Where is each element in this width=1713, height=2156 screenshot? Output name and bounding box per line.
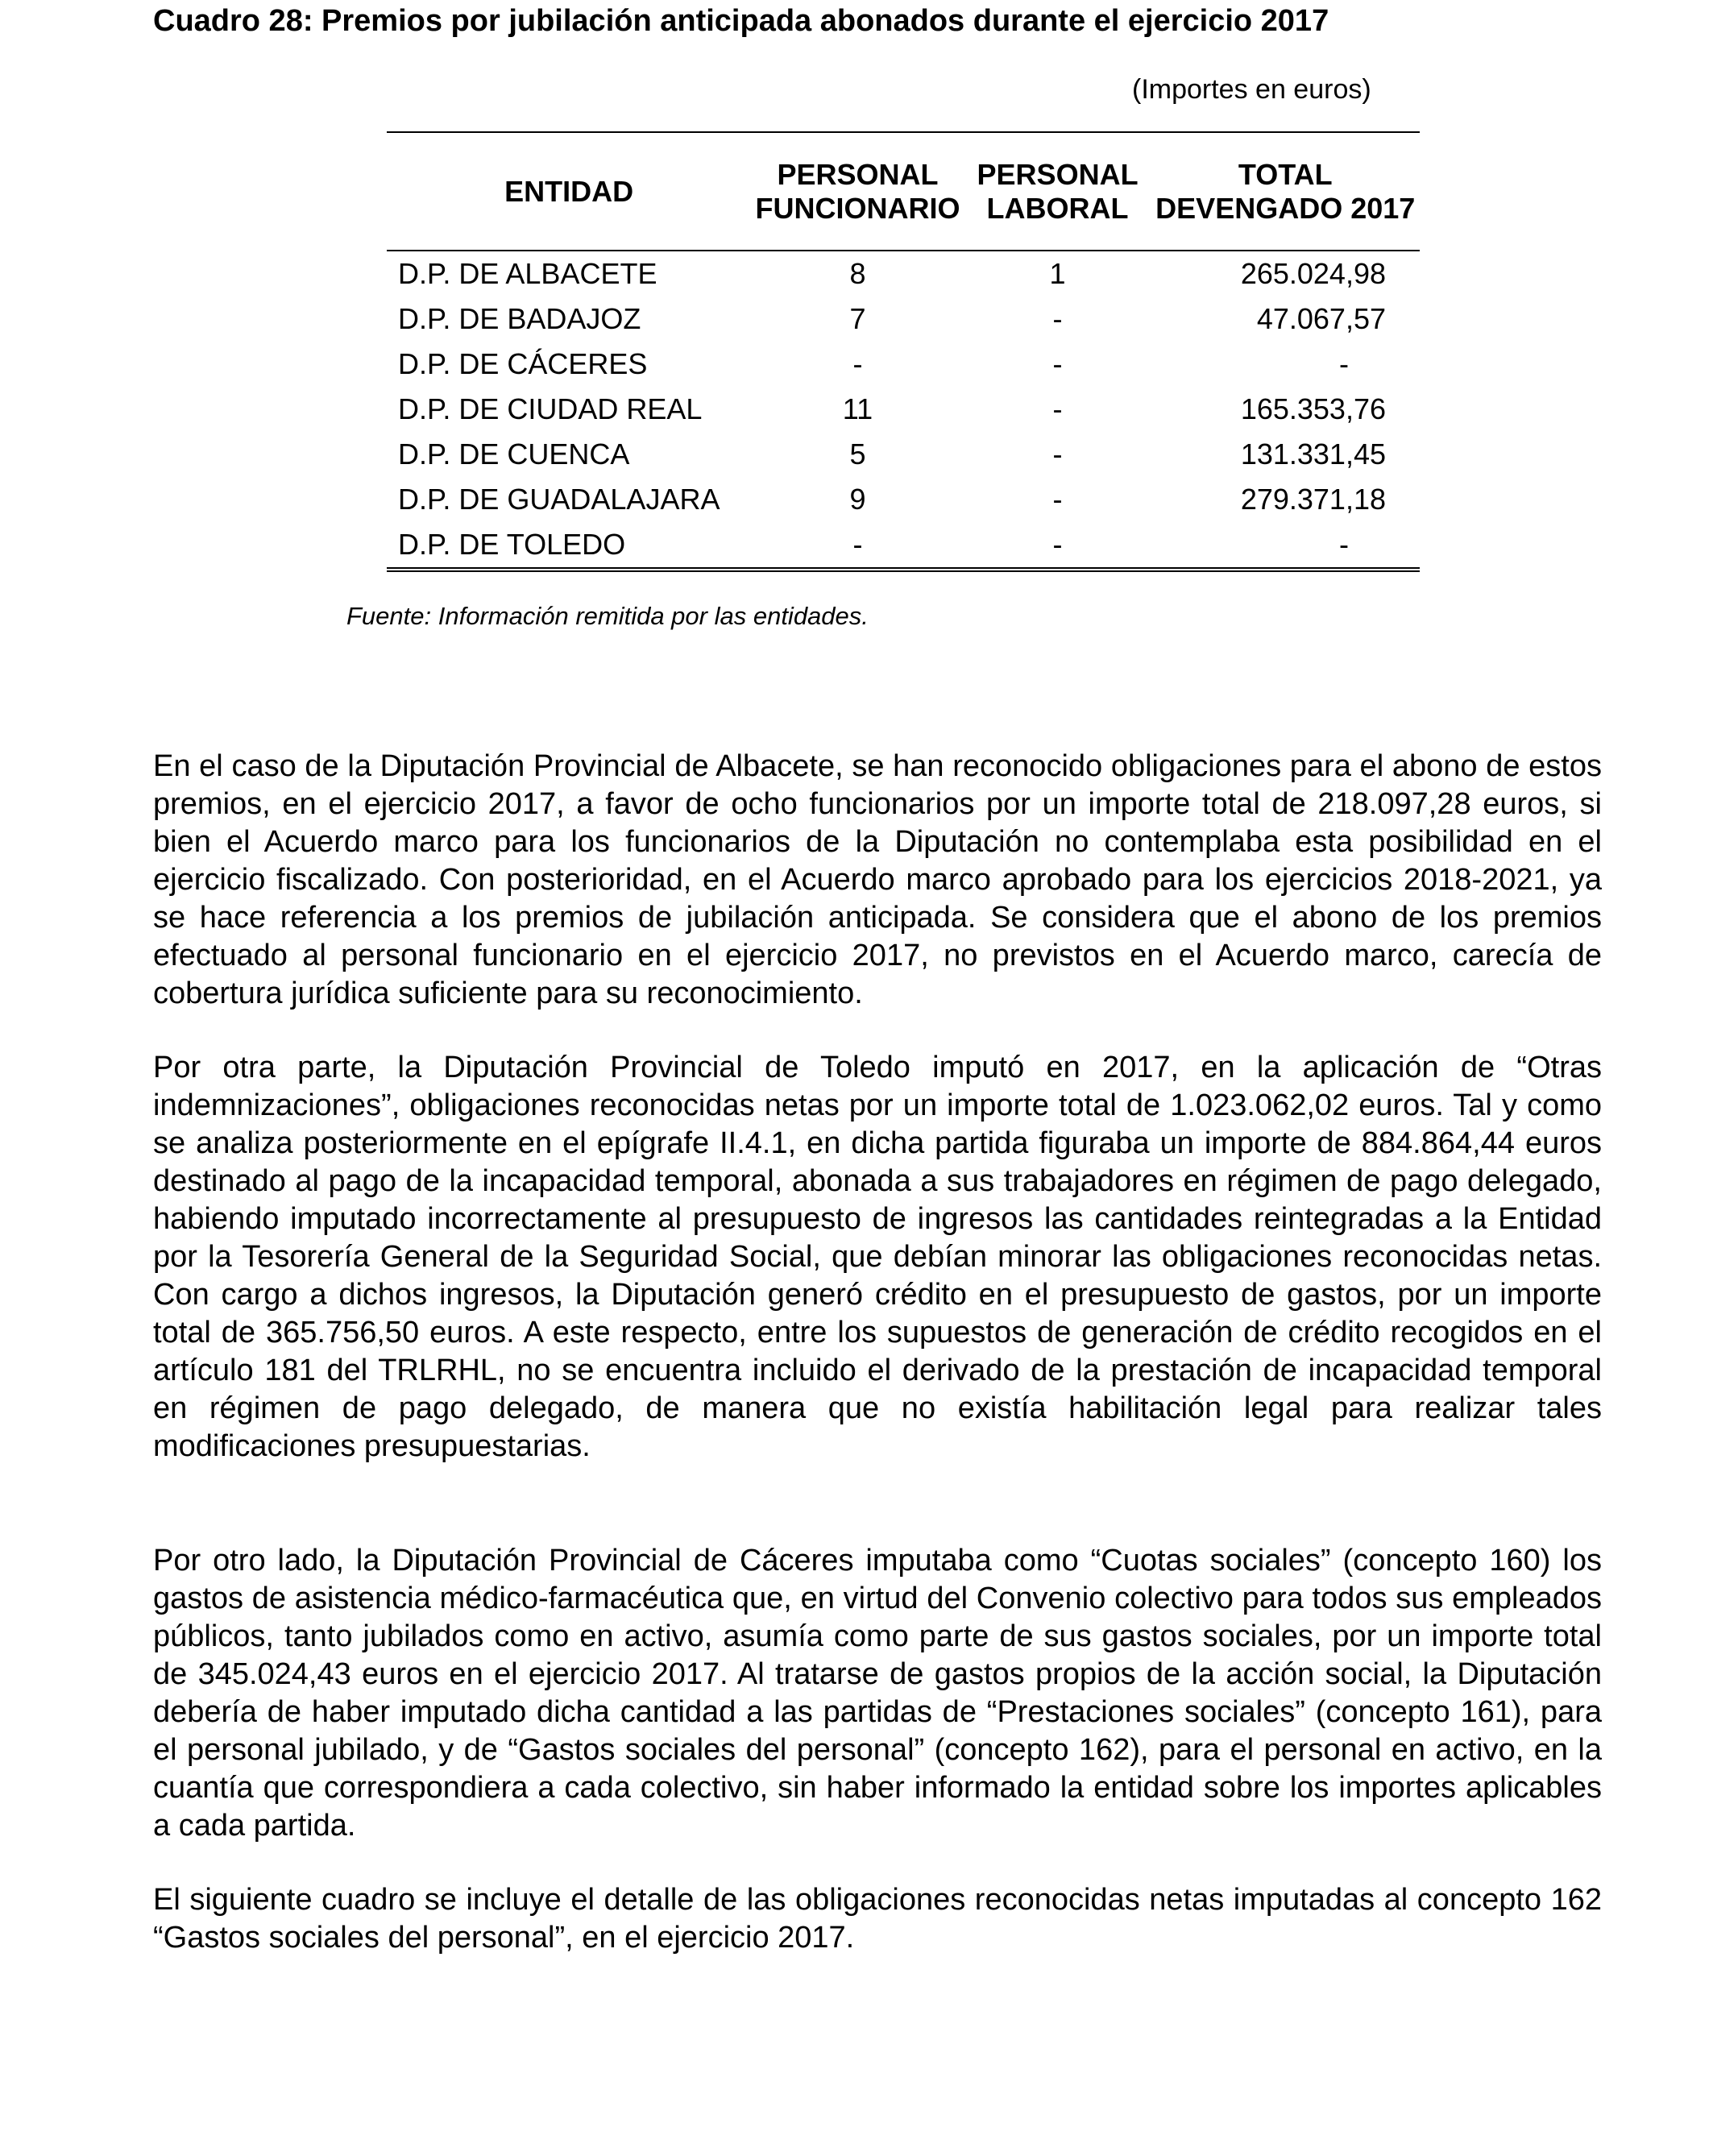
cell-entidad: D.P. DE CIUDAD REAL [398, 392, 703, 425]
cell-personal-funcionario: - [751, 522, 964, 570]
table-caption: Cuadro 28: Premios por jubilación anticipada abonados durante el ejercicio 2017 [153, 4, 1329, 38]
cell-personal-funcionario: 5 [849, 437, 866, 471]
cell-personal-laboral: - [964, 522, 1151, 570]
cell-personal-funcionario: - [852, 347, 863, 380]
cell-personal-funcionario: 8 [849, 257, 866, 290]
cell-total-devengado: 279.371,18 [1240, 483, 1386, 516]
paragraph-albacete: En el caso de la Diputación Provincial de Albacete, se han reconocido obligaciones para el abono de estos premios, en el ejercicio 2017, a favor de ocho funcionarios por un importe total de 218.097,28 euros, si bien el Acuerdo marco para los funcionarios de la Diputación no contemplaba esta posibilidad en el ejercicio fiscalizado. Con posterioridad, en el Acuerdo marco aprobado para los ejercicios 2018-2021, ya se hace referencia a los premios de jubilación anticipada. Se considera que el abono de los premios efectuado al personal funcionario en el ejercicio 2017, no previstos en el Acuerdo marco, carecía de cobertura jurídica suficiente para su reconocimiento. [153, 749, 1602, 1010]
cell-personal-laboral: 1 [1049, 257, 1066, 290]
cell-total-devengado: 131.331,45 [1240, 437, 1386, 471]
cell-personal-laboral: - [1052, 392, 1063, 425]
source-note: Fuente: Información remitida por las entidades. [346, 602, 869, 630]
table-row [387, 342, 1420, 387]
cell-personal-laboral: - [1052, 437, 1063, 471]
table-row [387, 387, 1420, 432]
table-row [387, 296, 1420, 342]
cell-entidad: D.P. DE ALBACETE [398, 257, 657, 290]
header-personal-laboral: PERSONAL LABORAL [977, 157, 1139, 225]
paragraph-caceres: Por otro lado, la Diputación Provincial de Cáceres imputaba como “Cuotas sociales” (concepto 160) los gastos de asistencia médico-farmacéutica que, en virtud del Convenio colectivo para todos sus empleados públicos, tanto jubilados como en activo, asumía como parte de sus gastos sociales, por un importe total de 345.024,43 euros en el ejercicio 2017. Al tratarse de gastos propios de la acción social, la Diputación debería de haber imputado dicha cantidad a las partidas de “Prestaciones sociales” (concepto 161), para el personal jubilado, y de “Gastos sociales del personal” (concepto 162), para el personal en activo, en la cuantía que correspondiera a cada colectivo, sin haber informado la entidad sobre los importes aplicables a cada partida. [153, 1544, 1602, 1843]
cell-entidad: D.P. DE CÁCERES [398, 347, 648, 380]
table-row [387, 477, 1420, 522]
paragraph-toledo: Por otra parte, la Diputación Provincial de Toledo imputó en 2017, en la aplicación de “Otras indemnizaciones”, obligaciones reconocidas netas por un importe total de 1.023.062,02 euros. Tal y como se analiza posteriormente en el epígrafe II.4.1, en dicha partida figuraba un importe de 884.864,44 euros destinado al pago de la incapacidad temporal, abonada a sus trabajadores en régimen de pago delegado, habiendo imputado incorrectamente al presupuesto de ingresos las cantidades reintegradas a la Entidad por la Tesorería General de la Seguridad Social, que debían minorar las obligaciones reconocidas netas. Con cargo a dichos ingresos, la Diputación generó crédito en el presupuesto de gastos, por un importe total de 365.756,50 euros. A este respecto, entre los supuestos de generación de crédito recogidos en el artículo 181 del TRLRHL, no se encuentra incluido el derivado de la prestación de incapacidad temporal en régimen de pago delegado, de manera que no existía habilitación legal para realizar tales modificaciones presupuestarias. [153, 1051, 1602, 1463]
table-row [387, 251, 1420, 296]
cell-total-devengado: 265.024,98 [1240, 257, 1386, 290]
cell-entidad: D.P. DE CUENCA [398, 437, 630, 471]
cell-personal-funcionario: 7 [849, 302, 866, 335]
header-personal-funcionario: PERSONAL FUNCIONARIO [755, 157, 960, 225]
cell-personal-funcionario: 9 [849, 483, 866, 516]
cell-personal-funcionario: 11 [842, 392, 873, 425]
cell-total-devengado: 47.067,57 [1256, 302, 1386, 335]
paragraph-next-table-intro: El siguiente cuadro se incluye el detalle de las obligaciones reconocidas netas imputadas al concepto 162 “Gastos sociales del personal”, en el ejercicio 2017. [153, 1883, 1602, 1955]
cell-personal-laboral: - [1052, 302, 1063, 335]
header-total-devengado: TOTAL DEVENGADO 2017 [1155, 157, 1416, 225]
cell-entidad: D.P. DE TOLEDO [387, 522, 751, 570]
table-body [387, 251, 1420, 570]
cell-total-devengado: 165.353,76 [1240, 392, 1386, 425]
awards-table [387, 131, 1420, 572]
cell-entidad: D.P. DE BADAJOZ [398, 302, 641, 335]
cell-personal-laboral: - [1052, 347, 1063, 380]
cell-entidad: D.P. DE GUADALAJARA [398, 483, 720, 516]
cell-total-devengado: - [1151, 522, 1420, 570]
cell-personal-laboral: - [1052, 483, 1063, 516]
table-header [387, 132, 1420, 251]
header-entidad: ENTIDAD [504, 174, 634, 208]
table-row [387, 522, 1420, 570]
table-row [387, 432, 1420, 477]
cell-total-devengado: - [1339, 347, 1349, 380]
units-note: (Importes en euros) [1132, 74, 1371, 105]
